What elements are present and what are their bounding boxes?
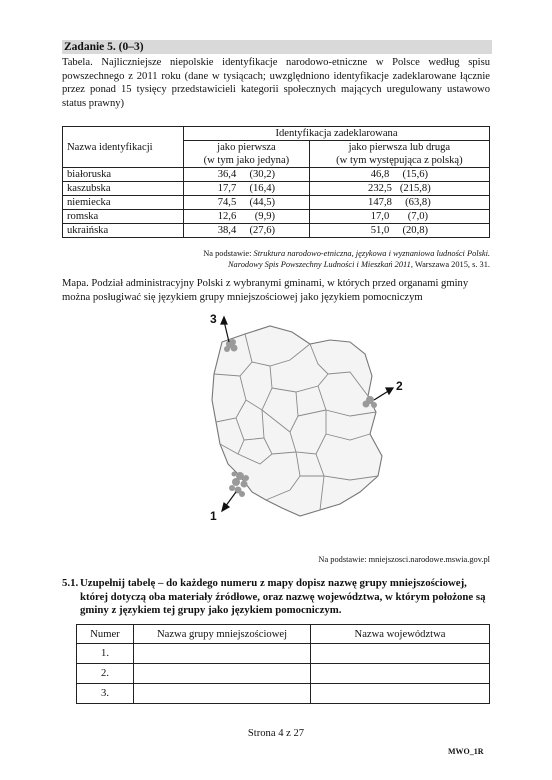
answer-row-number: 1. [77,644,134,664]
source-title-1: Struktura narodowo-etniczna, językowa i wyznaniowa ludności Polski. [253,249,490,258]
header-group: Identyfikacja zadeklarowana [184,127,490,141]
header-first-label: jako pierwsza [217,142,276,153]
row-any: 17,0 (7,0) [309,210,489,224]
map-label-3: 3 [210,312,217,326]
answer-voivodeship-field[interactable] [311,664,490,684]
row-any: 232,5 (215,8) [309,182,489,196]
row-any: 147,8 (63,8) [309,196,489,210]
row-first: 17,7 (16,4) [184,182,310,196]
answer-row-number: 3. [77,684,134,704]
row-first: 12,6 (9,9) [184,210,310,224]
header-any-label: jako pierwsza lub druga [348,142,451,153]
row-any: 51,0 (20,8) [309,224,489,238]
table-source [62,248,490,270]
source-suffix: , Warszawa 2015, s. 31. [410,260,490,269]
row-name: ukraińska [63,224,184,238]
answer-row [77,664,490,684]
map-caption: Mapa. Podział administracyjny Polski z wybranymi gminami, w których przed organami gminy można posługiwać się językiem grupy mniejszościowej jako językiem pomocniczym [62,278,469,303]
map-label-2: 2 [396,379,403,393]
answer-header-group: Nazwa grupy mniejszościowej [134,625,311,644]
table-row [63,168,490,182]
source-title-2: Narodowy Spis Powszechny Ludności i Mieszkań 2011 [227,260,411,269]
poland-map [200,304,420,534]
header-first-sub: (w tym jako jedyna) [203,155,290,166]
row-name: kaszubska [63,182,184,196]
ethnic-identification-table [62,126,490,238]
row-first: 74,5 (44,5) [184,196,310,210]
answer-header-number: Numer [77,625,134,644]
table-row [63,182,490,196]
header-any-sub: (w tym występująca z polską) [336,155,463,166]
answer-group-field[interactable] [134,664,311,684]
answer-voivodeship-field[interactable] [311,644,490,664]
header-name: Nazwa identyfikacji [63,127,184,168]
answer-header-voivodeship: Nazwa województwa [311,625,490,644]
row-name: niemiecka [63,196,184,210]
header-any [309,141,489,168]
answer-row [77,644,490,664]
row-name: białoruska [63,168,184,182]
question-number: 5.1. [62,577,79,589]
answer-group-field[interactable] [134,644,311,664]
table-intro: Tabela. Najliczniejsze niepolskie identyfikacje narodowo-etniczne w Polsce według spisu powszechnego z 2011 roku (dane w tysiącach; uwzględniono identyfikacje zadeklarowane łącznie przez ponad 15 tysięcy przedstawicieli kategorii społecznych mających uregulowany ustawowo status prawny) [62,57,490,109]
answer-row [77,684,490,704]
row-first: 36,4 (30,2) [184,168,310,182]
answer-voivodeship-field[interactable] [311,684,490,704]
map-label-1: 1 [210,509,217,523]
table-row [63,196,490,210]
row-name: romska [63,210,184,224]
map-source: Na podstawie: mniejszosci.narodowe.mswia.gov.pl [318,555,490,564]
gmina-cluster-1 [229,472,249,498]
question-5-1 [62,577,492,618]
answer-group-field[interactable] [134,684,311,704]
exam-code: MWO_1R [448,747,484,756]
source-prefix: Na podstawie: [203,249,254,258]
page-number: Strona 4 z 27 [247,728,305,739]
poland-map-svg [200,304,420,534]
table-row [63,224,490,238]
question-text: Uzupełnij tabelę – do każdego numeru z mapy dopisz nazwę grupy mniejszościowej, której dotyczą oba materiały źródłowe, oraz nazwę województwa, w którym położone są gminy z językiem tej grupy jako językiem pomocniczym. [80,577,486,617]
header-first [184,141,310,168]
answer-row-number: 2. [77,664,134,684]
task-title: Zadanie 5. (0–3) [62,40,492,54]
answer-table [76,624,490,704]
row-any: 46,8 (15,6) [309,168,489,182]
table-row [63,210,490,224]
row-first: 38,4 (27,6) [184,224,310,238]
